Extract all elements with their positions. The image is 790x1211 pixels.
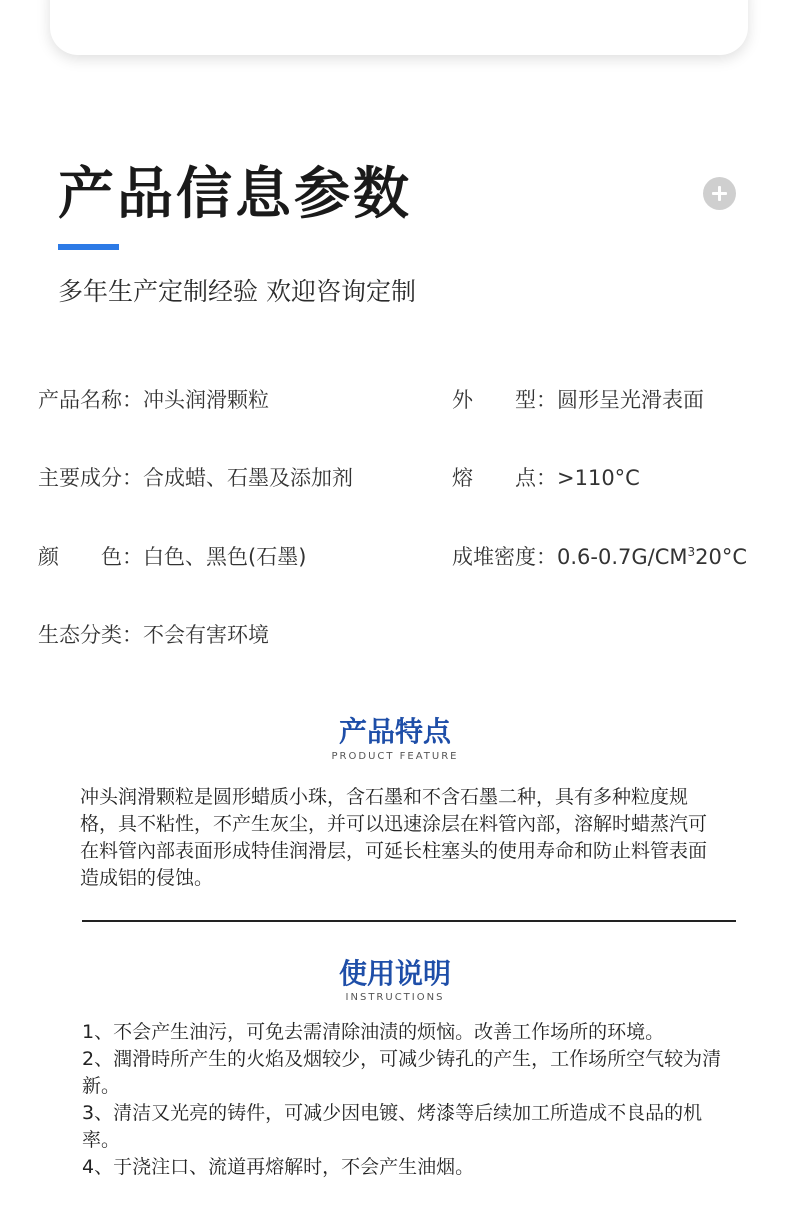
spec-label: 成堆密度： [452,545,557,569]
spec-value: 冲头润滑颗粒 [143,388,269,412]
plus-circle-icon[interactable] [703,177,736,210]
spec-label: 产品名称： [38,388,143,412]
features-subtitle: PRODUCT FEATURE [331,751,459,762]
spec-value: >110°C [557,466,640,490]
spec-value: 圆形呈光滑表面 [557,388,704,412]
spec-shape [452,384,704,414]
instructions-title: 使用说明 [338,957,451,990]
spec-value: 白色、黑色(石墨) [143,545,307,569]
spec-value: 不会有害环境 [143,623,269,647]
title-accent-bar [58,244,119,250]
spec-label: 熔 点： [452,466,557,490]
list-item: 2、潤滑時所产生的火焰及烟较少，可减少铸孔的产生，工作场所空气较为清新。 [82,1048,722,1097]
spec-label: 生态分类： [38,623,143,647]
top-card [50,0,748,55]
spec-label: 颜 色： [38,545,143,569]
spec-superscript: 3 [687,545,696,559]
features-text: 冲头润滑颗粒是圆形蜡质小珠，含石墨和不含石墨二种，具有多种粒度规格，具不粘性，不产生灰尘，并可以迅速涂层在料管內部，溶解时蜡蒸汽可在料管內部表面形成特佳润滑层，可延长柱塞头的使用寿命和防止料管表面造成铝的侵蚀。 [80,786,708,889]
spec-bulk-density [452,541,747,571]
page-title: 产品信息参数 [58,162,412,227]
list-item: 1、不会产生油污，可免去需清除油渍的烦恼。改善工作场所的环境。 [82,1021,665,1043]
list-item: 4、于浇注口、流道再熔解时，不会产生油烟。 [82,1156,475,1178]
spec-label: 外 型： [452,388,557,412]
spec-eco-class [38,619,269,649]
spec-value: 合成蜡、石墨及添加剂 [143,466,353,490]
section-divider [82,920,736,922]
spec-product-name [38,384,269,414]
spec-composition [38,462,353,492]
spec-label: 主要成分： [38,466,143,490]
instructions-list [82,1019,722,1181]
spec-melting-point [452,462,640,492]
list-item: 3、清洁又光亮的铸件，可减少因电镀、烤漆等后续加工所造成不良品的机率。 [82,1102,703,1151]
spec-suffix: 20°C [695,545,748,569]
page-subtitle: 多年生产定制经验 欢迎咨询定制 [58,277,416,306]
features-title: 产品特点 [338,715,451,748]
spec-color [38,541,306,571]
spec-value: 0.6-0.7G/CM [557,545,688,569]
instructions-subtitle: INSTRUCTIONS [345,992,445,1003]
